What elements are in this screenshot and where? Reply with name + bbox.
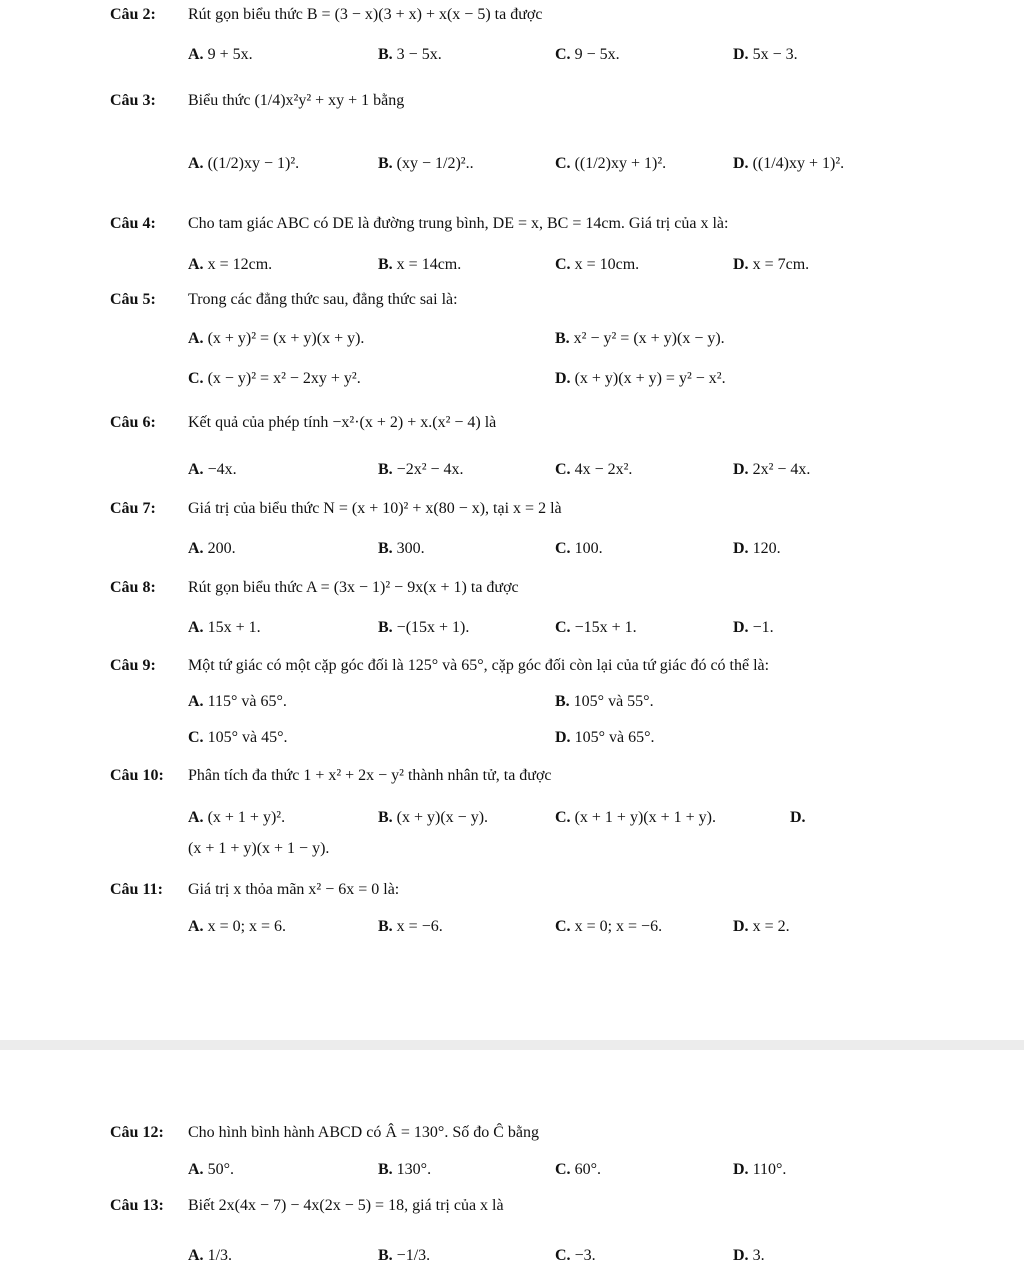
option-d[interactable]: D. 3. bbox=[733, 1247, 765, 1264]
option-d[interactable]: D. 120. bbox=[733, 540, 781, 557]
option-d[interactable]: D. 5x − 3. bbox=[733, 46, 798, 63]
option-c[interactable]: C. (x − y)² = x² − 2xy + y². bbox=[188, 370, 361, 387]
question-label: Câu 2: bbox=[110, 6, 156, 23]
option-a[interactable]: A. 1/3. bbox=[188, 1247, 233, 1264]
option-text: 105° và 65°. bbox=[574, 729, 655, 746]
option-text: 2x² − 4x. bbox=[752, 461, 811, 478]
option-a[interactable]: A. x = 0; x = 6. bbox=[188, 918, 287, 935]
option-b[interactable]: B. (xy − 1/2)².. bbox=[378, 155, 474, 172]
option-text: 1/3. bbox=[207, 1247, 233, 1264]
option-text: (x + y)(x − y). bbox=[396, 809, 489, 826]
question-text: Cho hình bình hành ABCD có Â = 130°. Số đo Ĉ bằng bbox=[188, 1124, 539, 1141]
question-text: Phân tích đa thức 1 + x² + 2x − y² thành nhân tử, ta được bbox=[188, 767, 552, 784]
option-text: 120. bbox=[752, 540, 781, 557]
question-text: Trong các đẳng thức sau, đẳng thức sai là: bbox=[188, 291, 458, 308]
option-a[interactable]: A. −4x. bbox=[188, 461, 237, 478]
question-text: Kết quả của phép tính −x²·(x + 2) + x.(x² − 4) là bbox=[188, 414, 497, 431]
option-a[interactable]: A. 15x + 1. bbox=[188, 619, 261, 636]
question-text: Rút gọn biểu thức B = (3 − x)(3 + x) + x(x − 5) ta được bbox=[188, 6, 543, 23]
question-label: Câu 8: bbox=[110, 579, 156, 596]
option-text: −2x² − 4x. bbox=[396, 461, 464, 478]
option-d[interactable] bbox=[188, 840, 329, 858]
option-text: 9 − 5x. bbox=[574, 46, 620, 63]
option-text: 105° và 55°. bbox=[573, 693, 654, 710]
option-a[interactable]: A. (x + 1 + y)². bbox=[188, 809, 286, 826]
option-text: 15x + 1. bbox=[207, 619, 261, 636]
option-b[interactable]: B. −(15x + 1). bbox=[378, 619, 470, 636]
question-text: Giá trị của biểu thức N = (x + 10)² + x(80 − x), tại x = 2 là bbox=[188, 500, 562, 517]
option-b[interactable]: B. 105° và 55°. bbox=[555, 693, 654, 710]
question-text: Rút gọn biểu thức A = (3x − 1)² − 9x(x + 1) ta được bbox=[188, 579, 519, 596]
question-label: Câu 7: bbox=[110, 500, 156, 517]
question-text: Một tứ giác có một cặp góc đối là 125° và 65°, cặp góc đối còn lại của tứ giác đó có thể là: bbox=[188, 657, 770, 674]
option-text: 9 + 5x. bbox=[207, 46, 253, 63]
option-text: −15x + 1. bbox=[574, 619, 637, 636]
option-b[interactable]: B. 130°. bbox=[378, 1161, 432, 1178]
option-d[interactable]: D. 105° và 65°. bbox=[555, 729, 655, 746]
option-b[interactable]: B. x² − y² = (x + y)(x − y). bbox=[555, 330, 725, 347]
option-text: x = 0; x = 6. bbox=[207, 918, 287, 935]
option-text: ((1/2)xy + 1)². bbox=[574, 155, 667, 172]
question-label: Câu 4: bbox=[110, 215, 156, 232]
option-c[interactable]: C. −3. bbox=[555, 1247, 596, 1264]
option-b[interactable]: B. 300. bbox=[378, 540, 425, 557]
option-d[interactable]: D. x = 7cm. bbox=[733, 256, 810, 273]
option-text: 3. bbox=[752, 1247, 765, 1264]
question-label: Câu 6: bbox=[110, 414, 156, 431]
option-d[interactable]: D. 110°. bbox=[733, 1161, 787, 1178]
option-c[interactable]: C. (x + 1 + y)(x + 1 + y). bbox=[555, 809, 716, 826]
option-c[interactable]: C. x = 0; x = −6. bbox=[555, 918, 663, 935]
option-text: 100. bbox=[574, 540, 603, 557]
question-label: Câu 12: bbox=[110, 1124, 164, 1141]
option-c[interactable]: C. x = 10cm. bbox=[555, 256, 640, 273]
option-b[interactable]: B. x = 14cm. bbox=[378, 256, 462, 273]
option-d[interactable]: D. x = 2. bbox=[733, 918, 790, 935]
option-text: (x − y)² = x² − 2xy + y². bbox=[207, 370, 361, 387]
option-c[interactable]: C. −15x + 1. bbox=[555, 619, 637, 636]
option-d-label[interactable]: D. bbox=[790, 809, 806, 826]
option-text: 105° và 45°. bbox=[207, 729, 288, 746]
option-text: (xy − 1/2)².. bbox=[396, 155, 474, 172]
option-text: x = 10cm. bbox=[574, 256, 640, 273]
option-text: (x + y)(x + y) = y² − x². bbox=[574, 370, 726, 387]
option-text: 115° và 65°. bbox=[207, 693, 287, 710]
question-text: Biểu thức (1/4)x²y² + xy + 1 bằng bbox=[188, 92, 405, 109]
option-text: 50°. bbox=[207, 1161, 234, 1178]
option-text: ((1/4)xy + 1)². bbox=[752, 155, 845, 172]
option-c[interactable]: C. 60°. bbox=[555, 1161, 601, 1178]
option-text: −1. bbox=[752, 619, 774, 636]
question-text: Cho tam giác ABC có DE là đường trung bình, DE = x, BC = 14cm. Giá trị của x là: bbox=[188, 215, 729, 232]
option-text: (x + 1 + y)(x + 1 − y). bbox=[188, 840, 330, 857]
option-text: x = 0; x = −6. bbox=[574, 918, 663, 935]
option-a[interactable]: A. 9 + 5x. bbox=[188, 46, 253, 63]
option-text: 200. bbox=[207, 540, 236, 557]
option-text: 5x − 3. bbox=[752, 46, 798, 63]
option-text: 300. bbox=[396, 540, 425, 557]
question-text: Giá trị x thỏa mãn x² − 6x = 0 là: bbox=[188, 881, 400, 898]
option-b[interactable]: B. 3 − 5x. bbox=[378, 46, 442, 63]
option-b[interactable]: B. −1/3. bbox=[378, 1247, 431, 1264]
question-label: Câu 9: bbox=[110, 657, 156, 674]
option-c[interactable]: C. 105° và 45°. bbox=[188, 729, 288, 746]
option-a[interactable]: A. ((1/2)xy − 1)². bbox=[188, 155, 300, 172]
option-d[interactable]: D. ((1/4)xy + 1)². bbox=[733, 155, 845, 172]
question-label: Câu 11: bbox=[110, 881, 163, 898]
option-text: 110°. bbox=[752, 1161, 787, 1178]
option-text: (x + 1 + y)². bbox=[207, 809, 286, 826]
option-a[interactable]: A. 115° và 65°. bbox=[188, 693, 287, 710]
option-a[interactable]: A. 200. bbox=[188, 540, 236, 557]
option-a[interactable]: A. x = 12cm. bbox=[188, 256, 273, 273]
option-d[interactable]: D. (x + y)(x + y) = y² − x². bbox=[555, 370, 726, 387]
option-c[interactable]: C. ((1/2)xy + 1)². bbox=[555, 155, 667, 172]
option-text: ((1/2)xy − 1)². bbox=[207, 155, 300, 172]
option-text: x = −6. bbox=[396, 918, 443, 935]
option-b[interactable]: B. x = −6. bbox=[378, 918, 443, 935]
option-text: x² − y² = (x + y)(x − y). bbox=[573, 330, 725, 347]
page-break bbox=[0, 1040, 1024, 1050]
worksheet-page-2 bbox=[0, 1050, 1024, 1280]
question-label: Câu 5: bbox=[110, 291, 156, 308]
option-c[interactable]: C. 100. bbox=[555, 540, 603, 557]
question-text: Biết 2x(4x − 7) − 4x(2x − 5) = 18, giá trị của x là bbox=[188, 1197, 504, 1214]
option-text: x = 14cm. bbox=[396, 256, 462, 273]
option-d[interactable]: D. −1. bbox=[733, 619, 774, 636]
option-text: 60°. bbox=[574, 1161, 601, 1178]
option-text: x = 2. bbox=[752, 918, 790, 935]
option-c[interactable]: C. 4x − 2x². bbox=[555, 461, 633, 478]
option-text: −1/3. bbox=[396, 1247, 431, 1264]
option-text: 3 − 5x. bbox=[396, 46, 442, 63]
option-text: (x + 1 + y)(x + 1 + y). bbox=[574, 809, 716, 826]
option-text: x = 7cm. bbox=[752, 256, 810, 273]
question-label: Câu 3: bbox=[110, 92, 156, 109]
option-a[interactable]: A. (x + y)² = (x + y)(x + y). bbox=[188, 330, 365, 347]
option-text: −4x. bbox=[207, 461, 237, 478]
option-a[interactable]: A. 50°. bbox=[188, 1161, 234, 1178]
question-label: Câu 13: bbox=[110, 1197, 164, 1214]
option-text: −3. bbox=[574, 1247, 596, 1264]
option-b[interactable]: B. (x + y)(x − y). bbox=[378, 809, 489, 826]
option-b[interactable]: B. −2x² − 4x. bbox=[378, 461, 464, 478]
option-text: (x + y)² = (x + y)(x + y). bbox=[207, 330, 365, 347]
option-c[interactable]: C. 9 − 5x. bbox=[555, 46, 620, 63]
option-text: 130°. bbox=[396, 1161, 432, 1178]
option-text: −(15x + 1). bbox=[396, 619, 470, 636]
option-text: 4x − 2x². bbox=[574, 461, 633, 478]
option-d[interactable]: D. 2x² − 4x. bbox=[733, 461, 811, 478]
question-label: Câu 10: bbox=[110, 767, 164, 784]
option-text: x = 12cm. bbox=[207, 256, 273, 273]
